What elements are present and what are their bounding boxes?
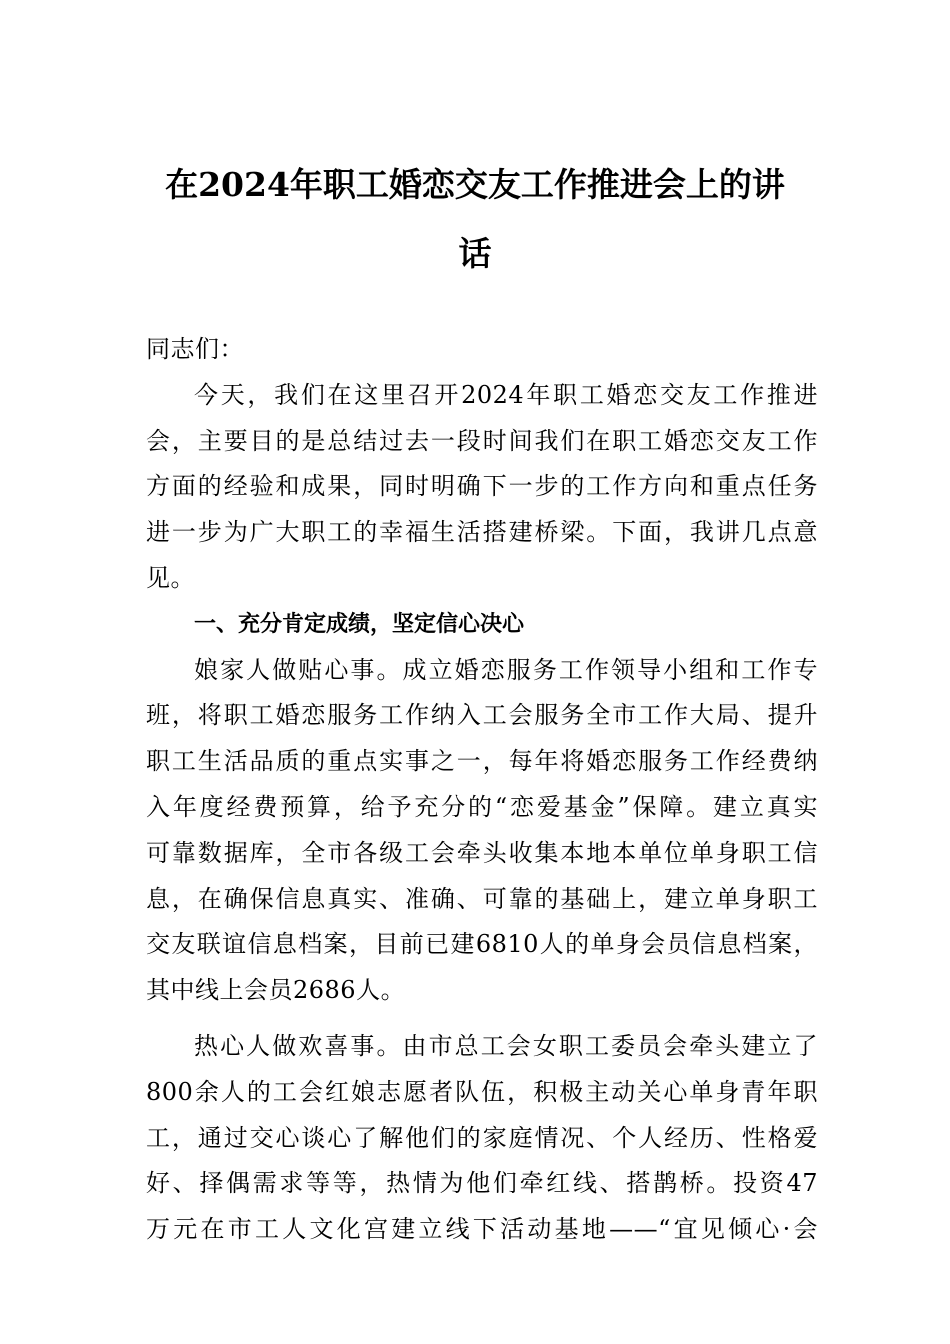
- paragraph-line: 好、择偶需求等等，热情为他们牵红线、搭鹊桥。投资47: [146, 1169, 818, 1198]
- document-title-line-1: 在2024年职工婚恋交友工作推进会上的讲: [165, 165, 785, 204]
- paragraph-opening: [146, 373, 818, 602]
- paragraph-volunteer-team: [146, 1024, 818, 1253]
- paragraph-gap: [146, 1014, 818, 1024]
- paragraph-line: 入年度经费预算，给予充分的“恋爱基金”保障。建立真实: [146, 792, 818, 821]
- paragraph-line: 其中线上会员2686人。: [146, 976, 406, 1005]
- salutation: 同志们：: [146, 335, 244, 363]
- paragraph-line: 会，主要目的是总结过去一段时间我们在职工婚恋交友工作: [146, 426, 818, 455]
- paragraph-line: 800余人的工会红娘志愿者队伍，积极主动关心单身青年职: [146, 1077, 818, 1106]
- paragraph-line: 进一步为广大职工的幸福生活搭建桥梁。下面，我讲几点意: [146, 518, 818, 547]
- paragraph-line: 息，在确保信息真实、准确、可靠的基础上，建立单身职工: [146, 884, 818, 913]
- paragraph-line: 工，通过交心谈心了解他们的家庭情况、个人经历、性格爱: [146, 1123, 818, 1152]
- paragraph-line: 方面的经验和成果，同时明确下一步的工作方向和重点任务: [146, 472, 818, 501]
- paragraph-line: 万元在市工人文化宫建立线下活动基地——“宜见倾心·会: [146, 1215, 818, 1244]
- paragraph-line: 娘家人做贴心事。成立婚恋服务工作领导小组和工作专: [194, 655, 818, 684]
- paragraph-line: 见。: [146, 563, 195, 592]
- paragraph-line: 交友联谊信息档案，目前已建6810人的单身会员信息档案，: [146, 930, 818, 959]
- paragraph-line: 班，将职工婚恋服务工作纳入工会服务全市工作大局、提升: [146, 701, 818, 730]
- section-heading: 一、充分肯定成绩，坚定信心决心: [194, 611, 525, 637]
- document-body: [146, 327, 818, 1253]
- document-title-line-2: 话: [458, 234, 492, 273]
- paragraph-line: 职工生活品质的重点实事之一，每年将婚恋服务工作经费纳: [146, 747, 818, 776]
- paragraph-line: 可靠数据库，全市各级工会牵头收集本地本单位单身职工信: [146, 838, 818, 867]
- paragraph-matchmaking-support: [146, 648, 818, 1014]
- paragraph-line: 热心人做欢喜事。由市总工会女职工委员会牵头建立了: [194, 1031, 818, 1060]
- paragraph-line: 今天，我们在这里召开2024年职工婚恋交友工作推进: [194, 380, 818, 409]
